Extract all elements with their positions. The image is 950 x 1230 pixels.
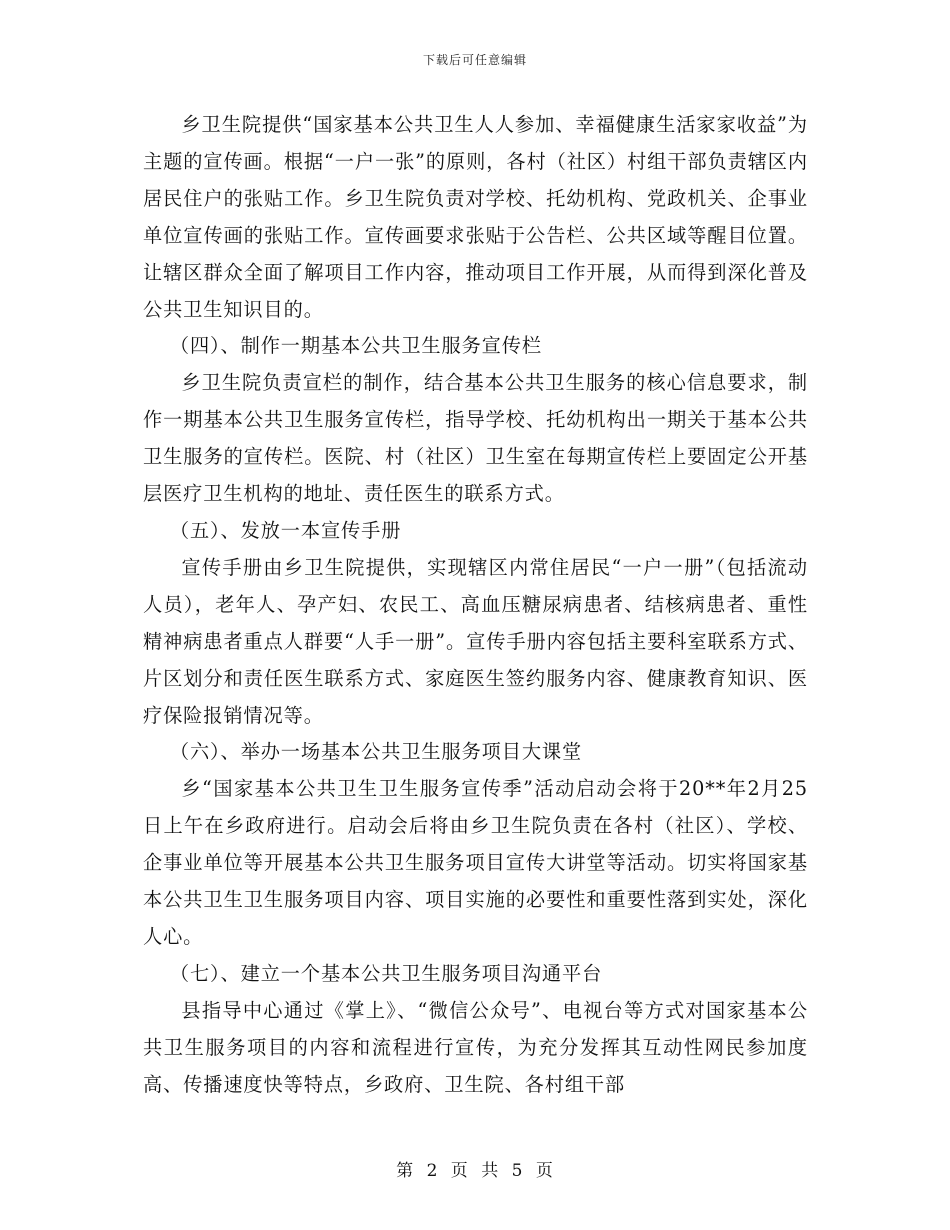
section-heading-6: （六）、举办一场基本公共卫生服务项目大课堂 xyxy=(169,740,583,764)
section-heading-4: （四）、制作一期基本公共卫生服务宣传栏 xyxy=(169,334,542,358)
paragraph-posters: 乡卫生院提供“国家基本公共卫生人人参加、幸福健康生活家家收益”为主题的宣传画。根据“一户一张”的原则，各村（社区）村组干部负责辖区内居民住户的张贴工作。乡卫生院负责对学校、托幼机构、党政机关、企事业单位宣传画的张贴工作。宣传画要求张贴于公告栏、公共区域等醒目位置。让辖区群众全面了解项目工作内容，推动项目工作开展，从而得到深化普及公共卫生知识目的。 xyxy=(143,113,808,321)
paragraph-lecture: 乡“国家基本公共卫生卫生服务宣传季”活动启动会将于20**年2月25日上午在乡政府进行。启动会后将由乡卫生院负责在各村（社区）、学校、企事业单位等开展基本公共卫生服务项目宣传大讲堂等活动。切实将国家基本公共卫生卫生服务项目内容、项目实施的必要性和重要性落到实处，深化人心。 xyxy=(143,777,808,948)
paragraph-bulletin-board: 乡卫生院负责宣栏的制作，结合基本公共卫生服务的核心信息要求，制作一期基本公共卫生服务宣传栏，指导学校、托幼机构出一期关于基本公共卫生服务的宣传栏。医院、村（社区）卫生室在每期宣传栏上要固定公开基层医疗卫生机构的地址、责任医生的联系方式。 xyxy=(143,371,808,506)
document-body xyxy=(143,107,808,1103)
paragraph-platform: 县指导中心通过《掌上》、“微信公众号”、电视台等方式对国家基本公共卫生服务项目的内容和流程进行宣传，为充分发挥其互动性网民参加度高、传播速度快等特点，乡政府、卫生院、各村组干部 xyxy=(143,998,808,1096)
section-heading-5: （五）、发放一本宣传手册 xyxy=(169,518,402,542)
page-header: 下载后可任意编辑 xyxy=(422,53,527,67)
section-heading-7: （七）、建立一个基本公共卫生服务项目沟通平台 xyxy=(169,961,603,985)
page-number: 第 2 页 共 5 页 xyxy=(396,1161,554,1181)
paragraph-handbook: 宣传手册由乡卫生院提供，实现辖区内常住居民“一户一册”（包括流动人员），老年人、孕产妇、农民工、高血压糖尿病患者、结核病患者、重性精神病患者重点人群要“人手一册”。宣传手册内容包括主要科室联系方式、片区划分和责任医生联系方式、家庭医生签约服务内容、健康教育知识、医疗保险报销情况等。 xyxy=(143,555,808,727)
